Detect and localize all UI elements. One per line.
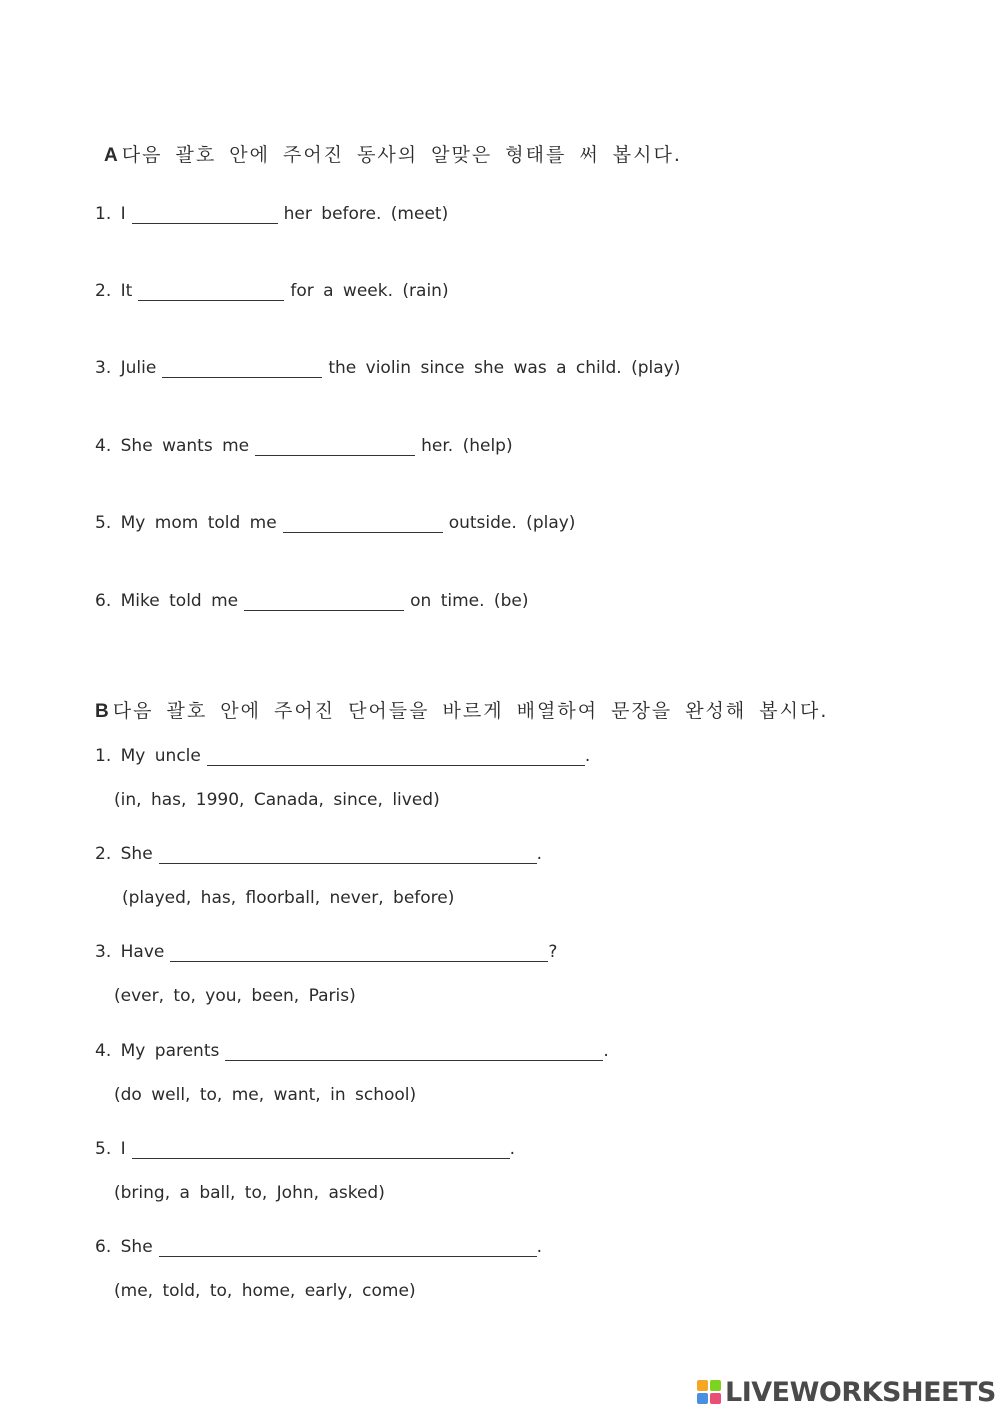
item-text-after: for a week. (rain) <box>290 281 449 301</box>
item-end-punct: . <box>584 746 591 766</box>
logo-square-3 <box>697 1393 708 1404</box>
section-a-instruction: 다음 괄호 안에 주어진 동사의 알맞은 형태를 써 봅시다. <box>121 144 682 166</box>
section-b-item-4 <box>95 1041 609 1061</box>
logo-mark-icon <box>697 1380 721 1404</box>
answer-input-b5[interactable] <box>132 1140 510 1159</box>
item-number: 1. <box>95 204 112 224</box>
item-end-punct: . <box>603 1041 609 1061</box>
section-b-hint-1: (in, has, 1990, Canada, since, lived) <box>114 790 440 810</box>
item-text-before: My parents <box>120 1041 220 1061</box>
item-number: 4. <box>95 1041 112 1061</box>
logo-square-4 <box>710 1393 721 1404</box>
section-b-item-1 <box>95 746 590 766</box>
item-end-punct: . <box>509 1139 516 1159</box>
section-b-hint-3: (ever, to, you, been, Paris) <box>114 986 356 1006</box>
item-text-after: the violin since she was a child. (play) <box>328 358 681 378</box>
item-text-before: She wants me <box>120 436 250 456</box>
answer-input-b3[interactable] <box>170 943 548 962</box>
item-end-punct: ? <box>548 942 558 962</box>
answer-input-a3[interactable] <box>162 359 322 378</box>
item-text-before: My uncle <box>120 746 201 766</box>
section-b-hint-6: (me, told, to, home, early, come) <box>114 1281 416 1301</box>
section-b-instruction: 다음 괄호 안에 주어진 단어들을 바르게 배열하여 문장을 완성해 봅시다. <box>112 700 829 722</box>
answer-input-b4[interactable] <box>225 1042 603 1061</box>
section-a-item-3 <box>95 358 680 378</box>
logo-text: LIVEWORKSHEETS <box>725 1376 996 1408</box>
section-a-heading <box>104 140 682 167</box>
section-a-item-4 <box>95 436 513 456</box>
section-b-item-2 <box>95 844 542 864</box>
section-b-item-3 <box>95 942 557 962</box>
section-b-letter: B <box>95 701 109 722</box>
answer-input-a5[interactable] <box>283 514 443 533</box>
item-number: 5. <box>95 1139 112 1159</box>
logo-square-2 <box>710 1380 721 1391</box>
item-text-before: It <box>120 281 133 301</box>
section-b-item-6 <box>95 1237 542 1257</box>
item-end-punct: . <box>536 1237 543 1257</box>
answer-input-b1[interactable] <box>207 747 585 766</box>
item-text-before: Have <box>120 942 165 962</box>
section-b-hint-2: (played, has, floorball, never, before) <box>122 888 455 908</box>
section-a-item-6 <box>95 591 528 611</box>
item-number: 4. <box>95 436 112 456</box>
section-a-item-2 <box>95 281 449 301</box>
answer-input-a1[interactable] <box>132 205 278 224</box>
liveworksheets-logo <box>697 1373 996 1411</box>
item-text-before: Julie <box>120 358 157 378</box>
section-b-hint-5: (bring, a ball, to, John, asked) <box>114 1183 385 1203</box>
item-text-before: She <box>120 1237 153 1257</box>
item-text-after: outside. (play) <box>448 513 576 533</box>
item-text-before: Mike told me <box>120 591 239 611</box>
item-text-before: My mom told me <box>120 513 277 533</box>
section-a-item-1 <box>95 204 448 224</box>
section-a-letter: A <box>104 145 118 166</box>
logo-square-1 <box>697 1380 708 1391</box>
item-number: 6. <box>95 591 112 611</box>
answer-input-a2[interactable] <box>138 282 284 301</box>
item-text-before: She <box>120 844 153 864</box>
item-number: 2. <box>95 844 112 864</box>
item-number: 1. <box>95 746 112 766</box>
answer-input-a6[interactable] <box>244 592 404 611</box>
item-end-punct: . <box>536 844 543 864</box>
section-b-hint-4: (do well, to, me, want, in school) <box>114 1085 417 1105</box>
section-b-item-5 <box>95 1139 515 1159</box>
item-text-after: her before. (meet) <box>283 204 449 224</box>
answer-input-a4[interactable] <box>255 437 415 456</box>
item-number: 5. <box>95 513 112 533</box>
answer-input-b6[interactable] <box>159 1238 537 1257</box>
item-text-before: I <box>120 1139 126 1159</box>
item-number: 6. <box>95 1237 112 1257</box>
item-text-before: I <box>120 204 126 224</box>
item-number: 3. <box>95 942 112 962</box>
item-text-after: her. (help) <box>421 436 513 456</box>
answer-input-b2[interactable] <box>159 845 537 864</box>
item-text-after: on time. (be) <box>410 591 529 611</box>
section-a-item-5 <box>95 513 575 533</box>
section-b-heading <box>95 696 828 723</box>
item-number: 3. <box>95 358 112 378</box>
item-number: 2. <box>95 281 112 301</box>
